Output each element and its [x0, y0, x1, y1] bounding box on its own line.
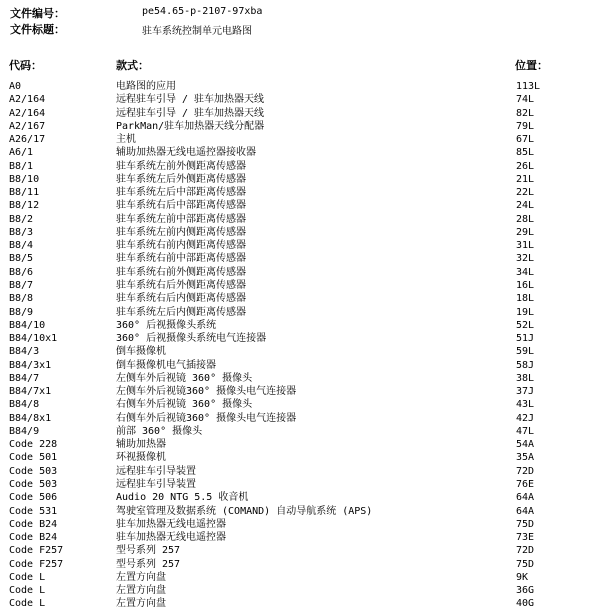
code-cell: B8/11 — [9, 187, 40, 199]
description-cell: 驻车加热器无线电遥控器 — [116, 532, 226, 544]
list-item — [0, 558, 602, 571]
list-item — [0, 186, 602, 199]
code-cell: B8/10 — [9, 173, 40, 185]
position-cell: 9K — [516, 571, 529, 583]
list-item — [0, 438, 602, 451]
list-item — [0, 306, 602, 319]
position-cell: 64A — [516, 492, 535, 504]
code-cell: B84/7 — [9, 372, 40, 384]
code-cell: B8/7 — [9, 279, 34, 291]
position-cell: 36G — [516, 585, 535, 597]
code-cell: A26/17 — [9, 134, 46, 146]
description-cell: 驻车系统右后中部距离传感器 — [116, 200, 246, 212]
code-cell: B8/1 — [9, 160, 34, 172]
code-cell: A2/167 — [9, 120, 46, 132]
position-cell: 82L — [516, 107, 535, 119]
description-cell: 驻车系统右后外侧距离传感器 — [116, 279, 246, 291]
description-cell: 360° 后视摄像头系统 — [116, 319, 217, 331]
code-cell: Code 506 — [9, 492, 58, 504]
list-item — [0, 571, 602, 584]
description-cell: 型号系列 257 — [116, 545, 181, 557]
description-cell: 驾驶室管理及数据系统 (COMAND) 自动导航系统 (APS) — [116, 505, 373, 517]
description-cell: 驻车系统左前外侧距离传感器 — [116, 160, 246, 172]
description-cell: 左置方向盘 — [116, 585, 166, 597]
description-cell: 环视摄像机 — [116, 452, 166, 464]
description-cell: 驻车加热器无线电遥控器 — [116, 518, 226, 530]
position-cell: 28L — [516, 213, 535, 225]
description-cell: 驻车系统右后内侧距离传感器 — [116, 293, 246, 305]
code-cell: B8/4 — [9, 240, 34, 252]
list-item — [0, 107, 602, 120]
list-item — [0, 385, 602, 398]
position-cell: 37J — [516, 386, 535, 398]
doc-number-value: pe54.65-p-2107-97xba — [142, 6, 263, 17]
code-cell: Code F257 — [9, 545, 64, 557]
position-cell: 22L — [516, 187, 535, 199]
code-cell: B8/9 — [9, 306, 34, 318]
position-cell: 59L — [516, 346, 535, 358]
description-cell: 前部 360° 摄像头 — [116, 425, 203, 437]
code-cell: B84/10x1 — [9, 333, 58, 345]
code-cell: B8/3 — [9, 226, 34, 238]
code-cell: A0 — [9, 81, 22, 92]
list-item — [0, 173, 602, 186]
position-cell: 29L — [516, 226, 535, 238]
column-header-desc: 款式： — [116, 59, 149, 72]
description-cell: 倒车摄像机电气插接器 — [116, 359, 216, 371]
list-item — [0, 133, 602, 146]
position-cell: 38L — [516, 372, 535, 384]
description-cell: 驻车系统左后外侧距离传感器 — [116, 173, 246, 185]
list-item — [0, 478, 602, 491]
description-cell: 远程驻车引导装置 — [116, 478, 196, 490]
code-cell: Code 531 — [9, 505, 58, 517]
list-item — [0, 584, 602, 597]
code-cell: B84/9 — [9, 425, 40, 437]
position-cell: 35A — [516, 452, 535, 464]
code-cell: B84/7x1 — [9, 386, 52, 398]
code-cell: Code L — [9, 585, 46, 597]
code-cell: Code L — [9, 598, 46, 610]
description-cell: 电路图的应用 — [116, 81, 176, 92]
position-cell: 42J — [516, 412, 535, 424]
list-item — [0, 332, 602, 345]
position-cell: 52L — [516, 319, 535, 331]
description-cell: 左侧车外后视镜 360° 摄像头 — [116, 372, 253, 384]
position-cell: 40G — [516, 598, 535, 610]
position-cell: 43L — [516, 399, 535, 411]
description-cell: 驻车系统右前内侧距离传感器 — [116, 240, 246, 252]
description-cell: 远程驻车引导 / 驻车加热器天线 — [116, 107, 265, 119]
list-item — [0, 319, 602, 332]
position-cell: 67L — [516, 134, 535, 146]
list-item — [0, 372, 602, 385]
position-cell: 64A — [516, 505, 535, 517]
code-cell: Code 501 — [9, 452, 58, 464]
code-cell: Code 228 — [9, 439, 58, 451]
position-cell: 19L — [516, 306, 535, 318]
doc-title-value: 驻车系统控制单元电路图 — [142, 26, 252, 37]
list-item — [0, 160, 602, 173]
code-cell: A6/1 — [9, 147, 34, 159]
list-item — [0, 412, 602, 425]
description-cell: 主机 — [116, 134, 136, 146]
position-cell: 72D — [516, 465, 535, 477]
description-cell: 右侧车外后视镜360° 摄像头电气连接器 — [116, 412, 297, 424]
list-item — [0, 544, 602, 557]
list-item — [0, 491, 602, 504]
column-header-pos: 位置： — [515, 59, 548, 72]
description-cell: Audio 20 NTG 5.5 收音机 — [116, 492, 249, 504]
position-cell: 79L — [516, 120, 535, 132]
position-cell: 24L — [516, 200, 535, 212]
position-cell: 75D — [516, 558, 535, 570]
code-cell: B84/8 — [9, 399, 40, 411]
code-cell: B84/3x1 — [9, 359, 52, 371]
list-item — [0, 252, 602, 265]
list-item — [0, 505, 602, 518]
description-cell: 360° 后视摄像头系统电气连接器 — [116, 333, 267, 345]
doc-number-label: 文件编号： — [10, 7, 65, 20]
description-cell: ParkMan/驻车加热器天线分配器 — [116, 120, 265, 132]
list-item — [0, 279, 602, 292]
code-cell: Code B24 — [9, 518, 58, 530]
description-cell: 驻车系统左后内侧距离传感器 — [116, 306, 246, 318]
list-item — [0, 226, 602, 239]
description-cell: 右侧车外后视镜 360° 摄像头 — [116, 399, 253, 411]
position-cell: 76E — [516, 478, 535, 490]
description-cell: 型号系列 257 — [116, 558, 181, 570]
description-cell: 驻车系统左后中部距离传感器 — [116, 187, 246, 199]
code-cell: B84/3 — [9, 346, 40, 358]
list-item — [0, 465, 602, 478]
code-cell: B8/6 — [9, 266, 34, 278]
list-item — [0, 425, 602, 438]
list-item — [0, 266, 602, 279]
code-cell: A2/164 — [9, 107, 46, 119]
position-cell: 47L — [516, 425, 535, 437]
position-cell: 85L — [516, 147, 535, 159]
code-cell: B8/8 — [9, 293, 34, 305]
code-cell: B84/8x1 — [9, 412, 52, 424]
position-cell: 54A — [516, 439, 535, 451]
description-cell: 左置方向盘 — [116, 571, 166, 583]
position-cell: 72D — [516, 545, 535, 557]
code-cell: Code L — [9, 571, 46, 583]
list-item — [0, 213, 602, 226]
position-cell: 34L — [516, 266, 535, 278]
doc-title-label: 文件标题： — [10, 23, 65, 36]
position-cell: 113L — [516, 81, 541, 92]
code-cell: B8/5 — [9, 253, 34, 265]
position-cell: 31L — [516, 240, 535, 252]
description-cell: 辅助加热器 — [116, 439, 166, 451]
code-cell: Code 503 — [9, 465, 58, 477]
code-cell: A2/164 — [9, 94, 46, 106]
list-item — [0, 451, 602, 464]
description-cell: 倒车摄像机 — [116, 346, 166, 358]
description-cell: 驻车系统右前外侧距离传感器 — [116, 266, 246, 278]
list-item — [0, 345, 602, 358]
description-cell: 驻车系统右前中部距离传感器 — [116, 253, 246, 265]
list-item — [0, 398, 602, 411]
position-cell: 75D — [516, 518, 535, 530]
list-item — [0, 199, 602, 212]
description-cell: 左侧车外后视镜360° 摄像头电气连接器 — [116, 386, 297, 398]
list-item — [0, 359, 602, 372]
position-cell: 18L — [516, 293, 535, 305]
list-item — [0, 292, 602, 305]
description-cell: 辅助加热器无线电遥控器接收器 — [116, 147, 256, 159]
component-list — [0, 80, 602, 611]
position-cell: 73E — [516, 532, 535, 544]
code-cell: Code F257 — [9, 558, 64, 570]
description-cell: 左置方向盘 — [116, 598, 166, 610]
code-cell: B84/10 — [9, 319, 46, 331]
code-cell: Code 503 — [9, 478, 58, 490]
position-cell: 58J — [516, 359, 535, 371]
position-cell: 16L — [516, 279, 535, 291]
list-item — [0, 518, 602, 531]
list-item — [0, 120, 602, 133]
code-cell: B8/12 — [9, 200, 40, 212]
code-cell: Code B24 — [9, 532, 58, 544]
position-cell: 21L — [516, 173, 535, 185]
position-cell: 32L — [516, 253, 535, 265]
position-cell: 74L — [516, 94, 535, 106]
description-cell: 驻车系统左前中部距离传感器 — [116, 213, 246, 225]
list-item — [0, 239, 602, 252]
description-cell: 远程驻车引导装置 — [116, 465, 196, 477]
list-item — [0, 80, 602, 93]
code-cell: B8/2 — [9, 213, 34, 225]
position-cell: 26L — [516, 160, 535, 172]
list-item — [0, 146, 602, 159]
column-header-code: 代码： — [9, 59, 42, 72]
description-cell: 驻车系统左前内侧距离传感器 — [116, 226, 246, 238]
list-item — [0, 93, 602, 106]
list-item — [0, 531, 602, 544]
description-cell: 远程驻车引导 / 驻车加热器天线 — [116, 94, 265, 106]
position-cell: 51J — [516, 333, 535, 345]
